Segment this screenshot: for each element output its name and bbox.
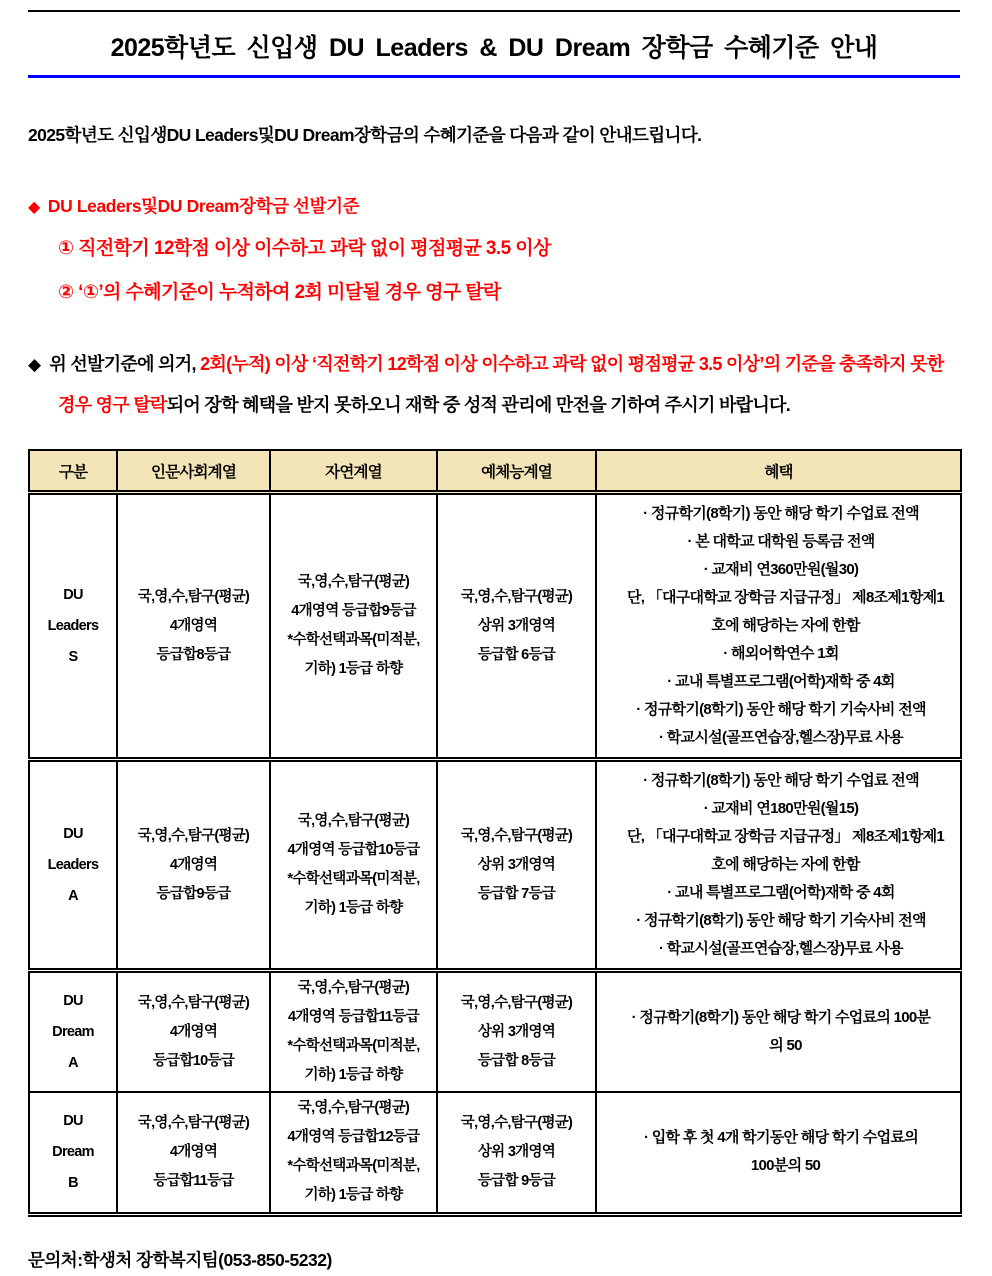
- cell-line: · 교재비 연180만원(월15): [703, 800, 859, 817]
- intro-paragraph: 2025학년도 신입생DU Leaders및DU Dream장학금의 수혜기준을 다음과 같이 안내드립니다.: [28, 125, 702, 145]
- cell-line: 4개영역: [169, 617, 218, 634]
- cell-line: 의 50: [769, 1037, 802, 1054]
- criteria-items: [58, 233, 960, 304]
- humanities-cell: [117, 1092, 270, 1214]
- header-cell-humanities: 인문사회계열: [117, 450, 270, 493]
- cell-line: 4개영역: [169, 1023, 218, 1040]
- cell-line: DU: [63, 992, 83, 1009]
- cell-line: 국,영,수,탐구(평균): [460, 994, 573, 1011]
- cell-line: 4개영역 등급합9등급: [291, 603, 416, 619]
- notice-highlight: 2회(누적) 이상 ‘직전학기 12학점 이상 이수하고 과락 없이 평점평균 3.5 이상’의 기준을 충족하지 못한 경우 영구 탈락: [58, 354, 944, 415]
- arts-sports-cell: [437, 971, 596, 1093]
- cell-line: 등급합9등급: [156, 885, 231, 902]
- cell-line: 4개영역 등급합10등급: [287, 842, 420, 858]
- cell-line: 4개영역 등급합11등급: [287, 1009, 420, 1025]
- cell-line: · 교내 특별프로그램(어학)재학 중 4회: [667, 673, 895, 690]
- diamond-bullet-icon: ◆: [28, 199, 40, 216]
- cell-line: *수학선택과목(미적분,: [287, 632, 420, 648]
- benefits-cell: [596, 1092, 961, 1214]
- benefits-cell: [596, 760, 961, 971]
- cell-line: A: [68, 1054, 78, 1071]
- arts-sports-cell: [437, 1092, 596, 1214]
- cell-line: 국,영,수,탐구(평균): [137, 827, 250, 844]
- header-cell-natural-sciences: 자연계열: [270, 450, 437, 493]
- table-row: [29, 493, 961, 760]
- contact-footer: 문의처:학생처 장학복지팀(053-850-5232): [28, 1249, 332, 1270]
- cell-line: 국,영,수,탐구(평균): [297, 813, 410, 829]
- humanities-cell: [117, 760, 270, 971]
- cell-line: 기하) 1등급 하향: [304, 900, 403, 916]
- benefits-cell: [596, 493, 961, 760]
- cell-line: Leaders: [47, 617, 99, 634]
- cell-line: DU: [63, 1112, 83, 1129]
- cell-line: Leaders: [47, 856, 99, 873]
- cell-line: 국,영,수,탐구(평균): [460, 588, 573, 605]
- cell-line: 기하) 1등급 하향: [304, 1187, 403, 1204]
- diamond-bullet-icon: ◆: [28, 355, 41, 374]
- cell-line: 등급합 7등급: [477, 885, 556, 902]
- cell-line: *수학선택과목(미적분,: [287, 1158, 420, 1175]
- grade-cell: [29, 493, 117, 760]
- cell-line: 국,영,수,탐구(평균): [460, 827, 573, 844]
- table-row: [29, 1092, 961, 1214]
- page-title: 2025학년도 신입생 DU Leaders & DU Dream 장학금 수혜기준 안내: [110, 34, 878, 62]
- scholarship-table-body: [29, 493, 961, 1215]
- header-cell-benefits: 혜택: [596, 450, 961, 493]
- cell-line: · 정규학기(8학기) 동안 해당 학기 수업료 전액: [643, 505, 919, 522]
- benefits-cell: [596, 971, 961, 1093]
- cell-line: · 학교시설(골프연습장,헬스장)무료 사용: [659, 940, 903, 957]
- notice-paragraph: [28, 344, 960, 425]
- cell-line: *수학선택과목(미적분,: [287, 871, 420, 887]
- table-row: [29, 760, 961, 971]
- cell-line: S: [68, 648, 78, 665]
- table-header-row: [29, 450, 961, 493]
- cell-line: 100분의 50: [750, 1157, 821, 1175]
- cell-line: 등급합11등급: [153, 1172, 234, 1189]
- top-rule: [28, 10, 960, 12]
- cell-line: · 학교시설(골프연습장,헬스장)무료 사용: [659, 729, 903, 746]
- cell-line: · 정규학기(8학기) 동안 해당 학기 수업료의 100분: [631, 1009, 931, 1026]
- header-cell-arts-sports: 예체능계열: [437, 450, 596, 493]
- grade-cell: [29, 971, 117, 1093]
- cell-line: · 정규학기(8학기) 동안 해당 학기 기숙사비 전액: [636, 701, 926, 718]
- cell-line: 국,영,수,탐구(평균): [297, 980, 410, 996]
- table-header: [29, 450, 961, 493]
- cell-line: 국,영,수,탐구(평균): [297, 574, 410, 590]
- grade-cell: [29, 760, 117, 971]
- cell-line: DU: [63, 586, 83, 603]
- cell-line: *수학선택과목(미적분,: [287, 1038, 420, 1054]
- cell-line: · 교재비 연360만원(월30): [703, 561, 859, 578]
- title-underline-rule: [28, 75, 960, 78]
- criteria-item-2: ② ‘①’의 수혜기준이 누적하여 2회 미달될 경우 영구 탈락: [58, 282, 501, 303]
- cell-line: · 본 대학교 대학원 등록금 전액: [687, 533, 875, 550]
- cell-line: 호에 해당하는 자에 한함: [711, 856, 860, 873]
- cell-line: 4개영역 등급합12등급: [287, 1129, 420, 1146]
- cell-line: Dream: [52, 1143, 94, 1160]
- cell-line: 상위 3개영역: [477, 1143, 556, 1160]
- cell-line: 단, 「대구대학교 장학금 지급규정」 제8조제1항제1: [626, 828, 945, 845]
- cell-line: 호에 해당하는 자에 한함: [711, 617, 860, 634]
- criteria-heading-text: DU Leaders및DU Dream장학금 선발기준: [47, 196, 360, 216]
- cell-line: 국,영,수,탐구(평균): [137, 1114, 250, 1131]
- cell-line: 4개영역: [169, 856, 218, 873]
- cell-line: 국,영,수,탐구(평균): [297, 1100, 410, 1117]
- arts-sports-cell: [437, 760, 596, 971]
- natural-sciences-cell: [270, 493, 437, 760]
- arts-sports-cell: [437, 493, 596, 760]
- natural-sciences-cell: [270, 760, 437, 971]
- cell-line: Dream: [52, 1023, 94, 1040]
- cell-line: 단, 「대구대학교 장학금 지급규정」 제8조제1항제1: [626, 589, 945, 606]
- cell-line: 등급합 6등급: [477, 646, 556, 663]
- cell-line: · 정규학기(8학기) 동안 해당 학기 기숙사비 전액: [636, 912, 926, 929]
- cell-line: 등급합 9등급: [477, 1172, 556, 1189]
- cell-line: 기하) 1등급 하향: [304, 1067, 403, 1083]
- humanities-cell: [117, 971, 270, 1093]
- humanities-cell: [117, 493, 270, 760]
- cell-line: 국,영,수,탐구(평균): [460, 1114, 573, 1131]
- criteria-heading: [28, 193, 960, 218]
- natural-sciences-cell: [270, 971, 437, 1093]
- cell-line: · 교내 특별프로그램(어학)재학 중 4회: [667, 884, 895, 901]
- cell-line: 4개영역: [169, 1143, 218, 1160]
- table-row: [29, 971, 961, 1093]
- cell-line: · 입학 후 첫 4개 학기동안 해당 학기 수업료의: [643, 1129, 919, 1147]
- cell-line: 국,영,수,탐구(평균): [137, 588, 250, 605]
- notice-suffix: 되어 장학 혜택을 받지 못하오니 재학 중 성적 관리에 만전을 기하여 주시기 바랍니다.: [166, 395, 791, 415]
- natural-sciences-cell: [270, 1092, 437, 1214]
- cell-line: 상위 3개영역: [477, 856, 556, 873]
- header-cell-category: 구분: [29, 450, 117, 493]
- cell-line: 등급합8등급: [156, 646, 231, 663]
- cell-line: DU: [63, 825, 83, 842]
- cell-line: A: [68, 887, 78, 904]
- cell-line: B: [68, 1174, 78, 1191]
- cell-line: · 해외어학연수 1회: [723, 645, 839, 662]
- notice-prefix: 위 선발기준에 의거,: [49, 354, 201, 374]
- cell-line: 상위 3개영역: [477, 1023, 556, 1040]
- grade-cell: [29, 1092, 117, 1214]
- cell-line: 등급합 8등급: [477, 1052, 556, 1069]
- criteria-item-1: ① 직전학기 12학점 이상 이수하고 과락 없이 평점평균 3.5 이상: [58, 238, 551, 259]
- cell-line: 등급합10등급: [152, 1052, 235, 1069]
- scholarship-table: [28, 449, 962, 1217]
- cell-line: 국,영,수,탐구(평균): [137, 994, 250, 1011]
- cell-line: 기하) 1등급 하향: [304, 661, 403, 677]
- cell-line: · 정규학기(8학기) 동안 해당 학기 수업료 전액: [643, 772, 919, 789]
- selection-criteria-section: [28, 193, 960, 304]
- cell-line: 상위 3개영역: [477, 617, 556, 634]
